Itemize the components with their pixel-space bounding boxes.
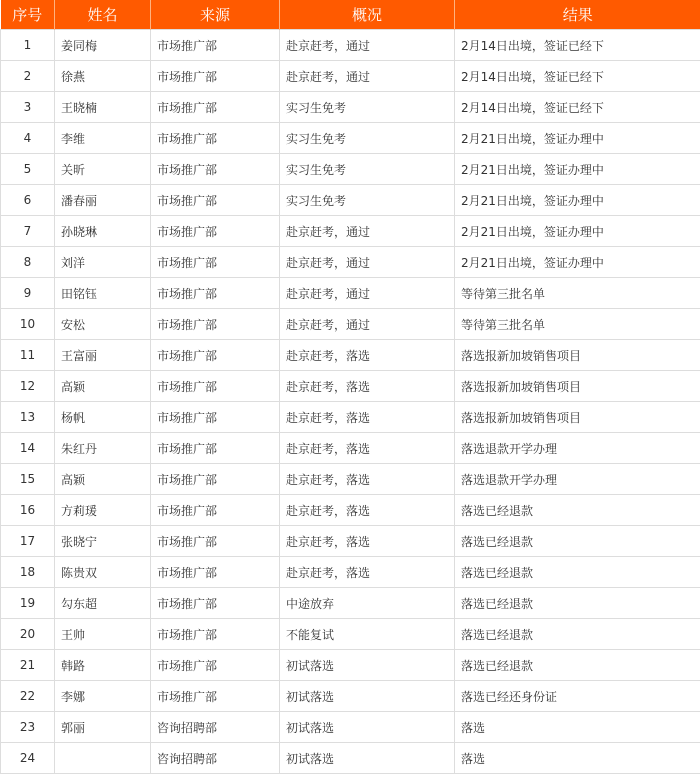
cell-index: 4 xyxy=(1,123,55,154)
cell-overview: 赴京赶考，落选 xyxy=(280,464,455,495)
cell-source: 市场推广部 xyxy=(151,495,280,526)
cell-overview: 赴京赶考，通过 xyxy=(280,278,455,309)
table-row xyxy=(1,743,700,774)
cell-overview: 赴京赶考，落选 xyxy=(280,557,455,588)
cell-index: 15 xyxy=(1,464,55,495)
cell-result: 落选退款开学办理 xyxy=(455,464,700,495)
cell-overview: 赴京赶考，通过 xyxy=(280,309,455,340)
cell-source: 市场推广部 xyxy=(151,61,280,92)
cell-source: 市场推广部 xyxy=(151,154,280,185)
cell-index: 17 xyxy=(1,526,55,557)
cell-index: 5 xyxy=(1,154,55,185)
cell-overview: 中途放弃 xyxy=(280,588,455,619)
cell-overview: 赴京赶考，通过 xyxy=(280,216,455,247)
cell-result: 落选已经退款 xyxy=(455,557,700,588)
cell-source: 市场推广部 xyxy=(151,402,280,433)
cell-name: 高颖 xyxy=(55,464,151,495)
cell-overview: 赴京赶考，落选 xyxy=(280,340,455,371)
table-row xyxy=(1,185,700,216)
cell-overview: 不能复试 xyxy=(280,619,455,650)
cell-result: 2月14日出境，签证已经下 xyxy=(455,92,700,123)
cell-index: 11 xyxy=(1,340,55,371)
cell-overview: 实习生免考 xyxy=(280,123,455,154)
cell-index: 9 xyxy=(1,278,55,309)
cell-index: 10 xyxy=(1,309,55,340)
cell-overview: 初试落选 xyxy=(280,681,455,712)
table-row xyxy=(1,619,700,650)
table-row xyxy=(1,557,700,588)
cell-source: 市场推广部 xyxy=(151,340,280,371)
cell-result: 等待第三批名单 xyxy=(455,278,700,309)
cell-index: 24 xyxy=(1,743,55,774)
table-row xyxy=(1,340,700,371)
cell-overview: 实习生免考 xyxy=(280,154,455,185)
cell-overview: 赴京赶考，落选 xyxy=(280,495,455,526)
table-row xyxy=(1,371,700,402)
cell-result: 落选报新加坡销售项目 xyxy=(455,402,700,433)
cell-source: 市场推广部 xyxy=(151,185,280,216)
cell-index: 20 xyxy=(1,619,55,650)
cell-overview: 赴京赶考，通过 xyxy=(280,30,455,61)
table-row xyxy=(1,154,700,185)
header-overview: 概况 xyxy=(280,0,455,30)
cell-source: 市场推广部 xyxy=(151,123,280,154)
table-row xyxy=(1,61,700,92)
cell-overview: 赴京赶考，落选 xyxy=(280,371,455,402)
table-row xyxy=(1,309,700,340)
cell-overview: 初试落选 xyxy=(280,650,455,681)
table-row xyxy=(1,278,700,309)
cell-name: 杨帆 xyxy=(55,402,151,433)
cell-source: 市场推广部 xyxy=(151,681,280,712)
cell-name: 孙晓琳 xyxy=(55,216,151,247)
cell-result: 2月21日出境，签证办理中 xyxy=(455,247,700,278)
header-index: 序号 xyxy=(1,0,55,30)
cell-index: 1 xyxy=(1,30,55,61)
cell-source: 市场推广部 xyxy=(151,30,280,61)
cell-index: 13 xyxy=(1,402,55,433)
cell-overview: 初试落选 xyxy=(280,743,455,774)
cell-name: 郭丽 xyxy=(55,712,151,743)
cell-index: 7 xyxy=(1,216,55,247)
cell-name: 王富丽 xyxy=(55,340,151,371)
cell-source: 市场推广部 xyxy=(151,371,280,402)
table-row xyxy=(1,650,700,681)
cell-source: 市场推广部 xyxy=(151,278,280,309)
cell-name: 田铭钰 xyxy=(55,278,151,309)
cell-name: 韩路 xyxy=(55,650,151,681)
cell-index: 8 xyxy=(1,247,55,278)
cell-name: 方莉瑗 xyxy=(55,495,151,526)
table-row xyxy=(1,402,700,433)
cell-result: 落选已经退款 xyxy=(455,588,700,619)
table-header-row xyxy=(1,0,700,30)
cell-overview: 实习生免考 xyxy=(280,185,455,216)
cell-index: 22 xyxy=(1,681,55,712)
cell-name: 潘春丽 xyxy=(55,185,151,216)
cell-overview: 赴京赶考，通过 xyxy=(280,247,455,278)
table-row xyxy=(1,216,700,247)
cell-name: 朱红丹 xyxy=(55,433,151,464)
cell-source: 市场推广部 xyxy=(151,433,280,464)
table-row xyxy=(1,495,700,526)
cell-source: 市场推广部 xyxy=(151,650,280,681)
cell-name: 张晓宁 xyxy=(55,526,151,557)
table-row xyxy=(1,588,700,619)
cell-source: 市场推广部 xyxy=(151,619,280,650)
cell-overview: 初试落选 xyxy=(280,712,455,743)
table-row xyxy=(1,526,700,557)
cell-source: 市场推广部 xyxy=(151,526,280,557)
cell-index: 12 xyxy=(1,371,55,402)
cell-result: 2月14日出境，签证已经下 xyxy=(455,30,700,61)
cell-index: 6 xyxy=(1,185,55,216)
cell-result: 落选退款开学办理 xyxy=(455,433,700,464)
cell-name: 姜同梅 xyxy=(55,30,151,61)
cell-source: 市场推广部 xyxy=(151,92,280,123)
cell-name: 李娜 xyxy=(55,681,151,712)
cell-name: 关昕 xyxy=(55,154,151,185)
cell-result: 落选 xyxy=(455,743,700,774)
cell-overview: 赴京赶考，落选 xyxy=(280,433,455,464)
cell-index: 18 xyxy=(1,557,55,588)
cell-overview: 赴京赶考，落选 xyxy=(280,526,455,557)
cell-name: 陈贵双 xyxy=(55,557,151,588)
cell-result: 落选已经退款 xyxy=(455,495,700,526)
cell-index: 16 xyxy=(1,495,55,526)
cell-overview: 赴京赶考，落选 xyxy=(280,402,455,433)
cell-name: 高颖 xyxy=(55,371,151,402)
cell-result: 落选报新加坡销售项目 xyxy=(455,371,700,402)
cell-overview: 赴京赶考，通过 xyxy=(280,61,455,92)
table-row xyxy=(1,464,700,495)
cell-result: 2月21日出境，签证办理中 xyxy=(455,154,700,185)
cell-source: 市场推广部 xyxy=(151,216,280,247)
cell-overview: 实习生免考 xyxy=(280,92,455,123)
cell-name: 徐燕 xyxy=(55,61,151,92)
cell-result: 2月21日出境，签证办理中 xyxy=(455,185,700,216)
table-row xyxy=(1,247,700,278)
cell-index: 3 xyxy=(1,92,55,123)
cell-source: 市场推广部 xyxy=(151,557,280,588)
table-row xyxy=(1,433,700,464)
cell-name: 李维 xyxy=(55,123,151,154)
cell-index: 23 xyxy=(1,712,55,743)
cell-name: 勾东超 xyxy=(55,588,151,619)
table-row xyxy=(1,712,700,743)
table-body xyxy=(1,30,700,774)
cell-source: 市场推广部 xyxy=(151,247,280,278)
header-result: 结果 xyxy=(455,0,700,30)
cell-name: 王晓楠 xyxy=(55,92,151,123)
cell-result: 落选已经退款 xyxy=(455,526,700,557)
cell-source: 市场推广部 xyxy=(151,309,280,340)
cell-source: 咨询招聘部 xyxy=(151,712,280,743)
table-row xyxy=(1,681,700,712)
cell-name: 王帅 xyxy=(55,619,151,650)
header-source: 来源 xyxy=(151,0,280,30)
cell-result: 等待第三批名单 xyxy=(455,309,700,340)
table-row xyxy=(1,30,700,61)
table-row xyxy=(1,123,700,154)
cell-result: 落选报新加坡销售项目 xyxy=(455,340,700,371)
cell-result: 落选 xyxy=(455,712,700,743)
cell-source: 市场推广部 xyxy=(151,588,280,619)
cell-result: 落选已经退款 xyxy=(455,650,700,681)
cell-source: 咨询招聘部 xyxy=(151,743,280,774)
cell-index: 14 xyxy=(1,433,55,464)
table-row xyxy=(1,92,700,123)
cell-index: 2 xyxy=(1,61,55,92)
cell-result: 落选已经还身份证 xyxy=(455,681,700,712)
cell-name: 刘洋 xyxy=(55,247,151,278)
cell-result: 2月21日出境，签证办理中 xyxy=(455,216,700,247)
cell-index: 19 xyxy=(1,588,55,619)
cell-name xyxy=(55,743,151,774)
cell-name: 安松 xyxy=(55,309,151,340)
cell-result: 2月14日出境，签证已经下 xyxy=(455,61,700,92)
cell-result: 落选已经退款 xyxy=(455,619,700,650)
header-name: 姓名 xyxy=(55,0,151,30)
cell-source: 市场推广部 xyxy=(151,464,280,495)
cell-index: 21 xyxy=(1,650,55,681)
cell-result: 2月21日出境，签证办理中 xyxy=(455,123,700,154)
